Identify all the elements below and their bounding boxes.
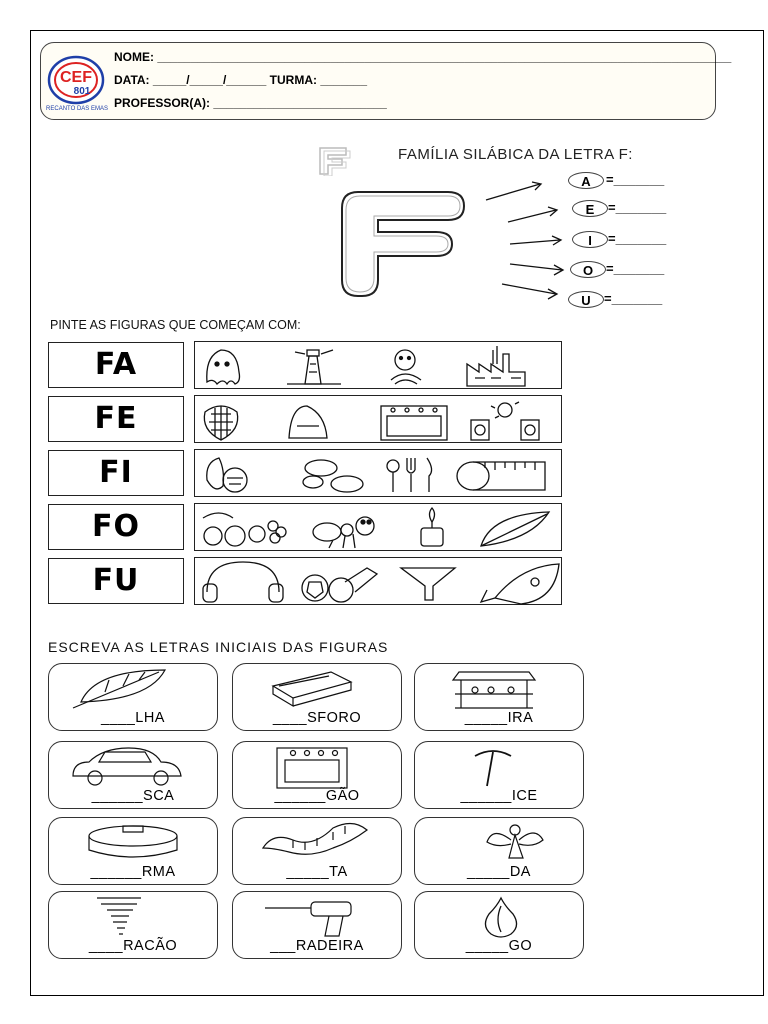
market-stall-icon [415,664,585,714]
word-card-text[interactable]: ______GÃO [274,788,360,804]
measuring-tape-icon [233,818,403,868]
school-logo [44,54,110,114]
headphones-icon [203,562,283,602]
arrows-icon [480,172,570,306]
vowel-a-blank[interactable]: =_______ [606,172,665,187]
raspberry-icon [204,406,237,440]
logo-text: CEF [60,69,92,86]
candle-icon [421,508,443,546]
picture-row-fi [194,449,562,497]
lighthouse-icon [287,350,341,384]
sickle-icon [415,742,585,792]
word-card-text[interactable]: ______SCA [91,788,175,804]
word-card-fita [232,817,402,885]
fruits-icon [203,513,286,546]
picture-row-fi-icons [195,450,563,498]
picture-row-fe [194,395,562,443]
teacher-line[interactable]: PROFESSOR(A): __________________________ [114,96,387,110]
soccer-ball-icon [302,568,377,602]
vowel-o: O [570,261,606,278]
fig-icon [415,892,585,942]
vowel-i: I [572,231,608,248]
picture-row-fa [194,341,562,389]
syllable-fi: FI [48,450,184,496]
beetle-car-icon [49,742,219,792]
drill-icon [233,892,403,942]
write-instruction: ESCREVA AS LETRAS INICIAIS DAS FIGURAS [48,639,389,655]
vowel-a: A [568,172,604,189]
small-letter-f-icon [316,146,354,176]
word-card-feira [414,663,584,731]
beans-icon [303,460,363,492]
date-class-line[interactable]: DATA: _____/_____/______ TURMA: _______ [114,73,368,87]
fig-icon [207,458,247,492]
picture-row-fu-icons [195,558,563,606]
funnel-icon [401,568,455,600]
picture-row-fo [194,503,562,551]
paint-instruction: PINTE AS FIGURAS QUE COMEÇAM COM: [50,318,301,332]
word-card-forma [48,817,218,885]
vowel-u-blank[interactable]: =_______ [604,291,663,306]
syllable-fu: FU [48,558,184,604]
word-card-fada [414,817,584,885]
vowel-u: U [568,291,604,308]
ant-icon [313,517,374,548]
word-card-furadeira [232,891,402,959]
word-card-folha [48,663,218,731]
vowel-i-blank[interactable]: =_______ [608,231,667,246]
syllable-fe: FE [48,396,184,442]
word-card-text[interactable]: ____SFORO [272,710,362,726]
word-card-fusca [48,741,218,809]
picture-row-fu [194,557,562,605]
leaf-icon [49,664,219,714]
leaf-icon [481,512,549,546]
stove-icon [381,406,447,440]
name-line[interactable]: NOME: ______________________________________________________________________________________ [114,50,732,64]
word-card-text[interactable]: _____TA [286,864,348,880]
cake-pan-icon [49,818,219,868]
word-card-text[interactable]: ____LHA [101,710,165,726]
speakers-icon [471,402,539,440]
word-card-text[interactable]: _____IRA [464,710,534,726]
word-card-figo [414,891,584,959]
ghost-icon [207,350,240,384]
factory-icon [467,346,525,386]
rocket-icon [481,564,559,604]
cutlery-icon [387,458,432,492]
word-card-text[interactable]: _____DA [467,864,531,880]
stove-icon [233,742,403,792]
picture-row-fa-icons [195,342,563,390]
vowel-o-blank[interactable]: =_______ [606,261,665,276]
vowel-e-blank[interactable]: =_______ [608,200,667,215]
syllable-fo: FO [48,504,184,550]
measuring-tape-icon [457,462,545,490]
word-card-text[interactable]: ____RACÃO [88,938,178,954]
word-card-fogao [232,741,402,809]
logo-arc-text: RECANTO DAS EMAS [46,106,108,112]
word-card-text[interactable]: ______RMA [90,864,176,880]
syllable-fa: FA [48,342,184,388]
word-card-text[interactable]: _____GO [465,938,533,954]
tornado-icon [49,892,219,942]
vowel-e: E [572,200,608,217]
section-title-family: FAMÍLIA SILÁBICA DA LETRA F: [398,146,633,163]
word-card-text[interactable]: ___RADEIRA [270,938,364,954]
matchbox-icon [233,664,403,714]
picture-row-fe-icons [195,396,563,444]
iron-icon [289,406,327,438]
word-card-fosforo [232,663,402,731]
word-card-foice [414,741,584,809]
picture-row-fo-icons [195,504,563,552]
word-card-text[interactable]: ______ICE [460,788,538,804]
fairy-icon [415,818,585,868]
logo-number: 801 [73,86,91,97]
word-card-furacao [48,891,218,959]
dog-icon [391,350,421,384]
big-letter-f-icon [336,186,476,302]
